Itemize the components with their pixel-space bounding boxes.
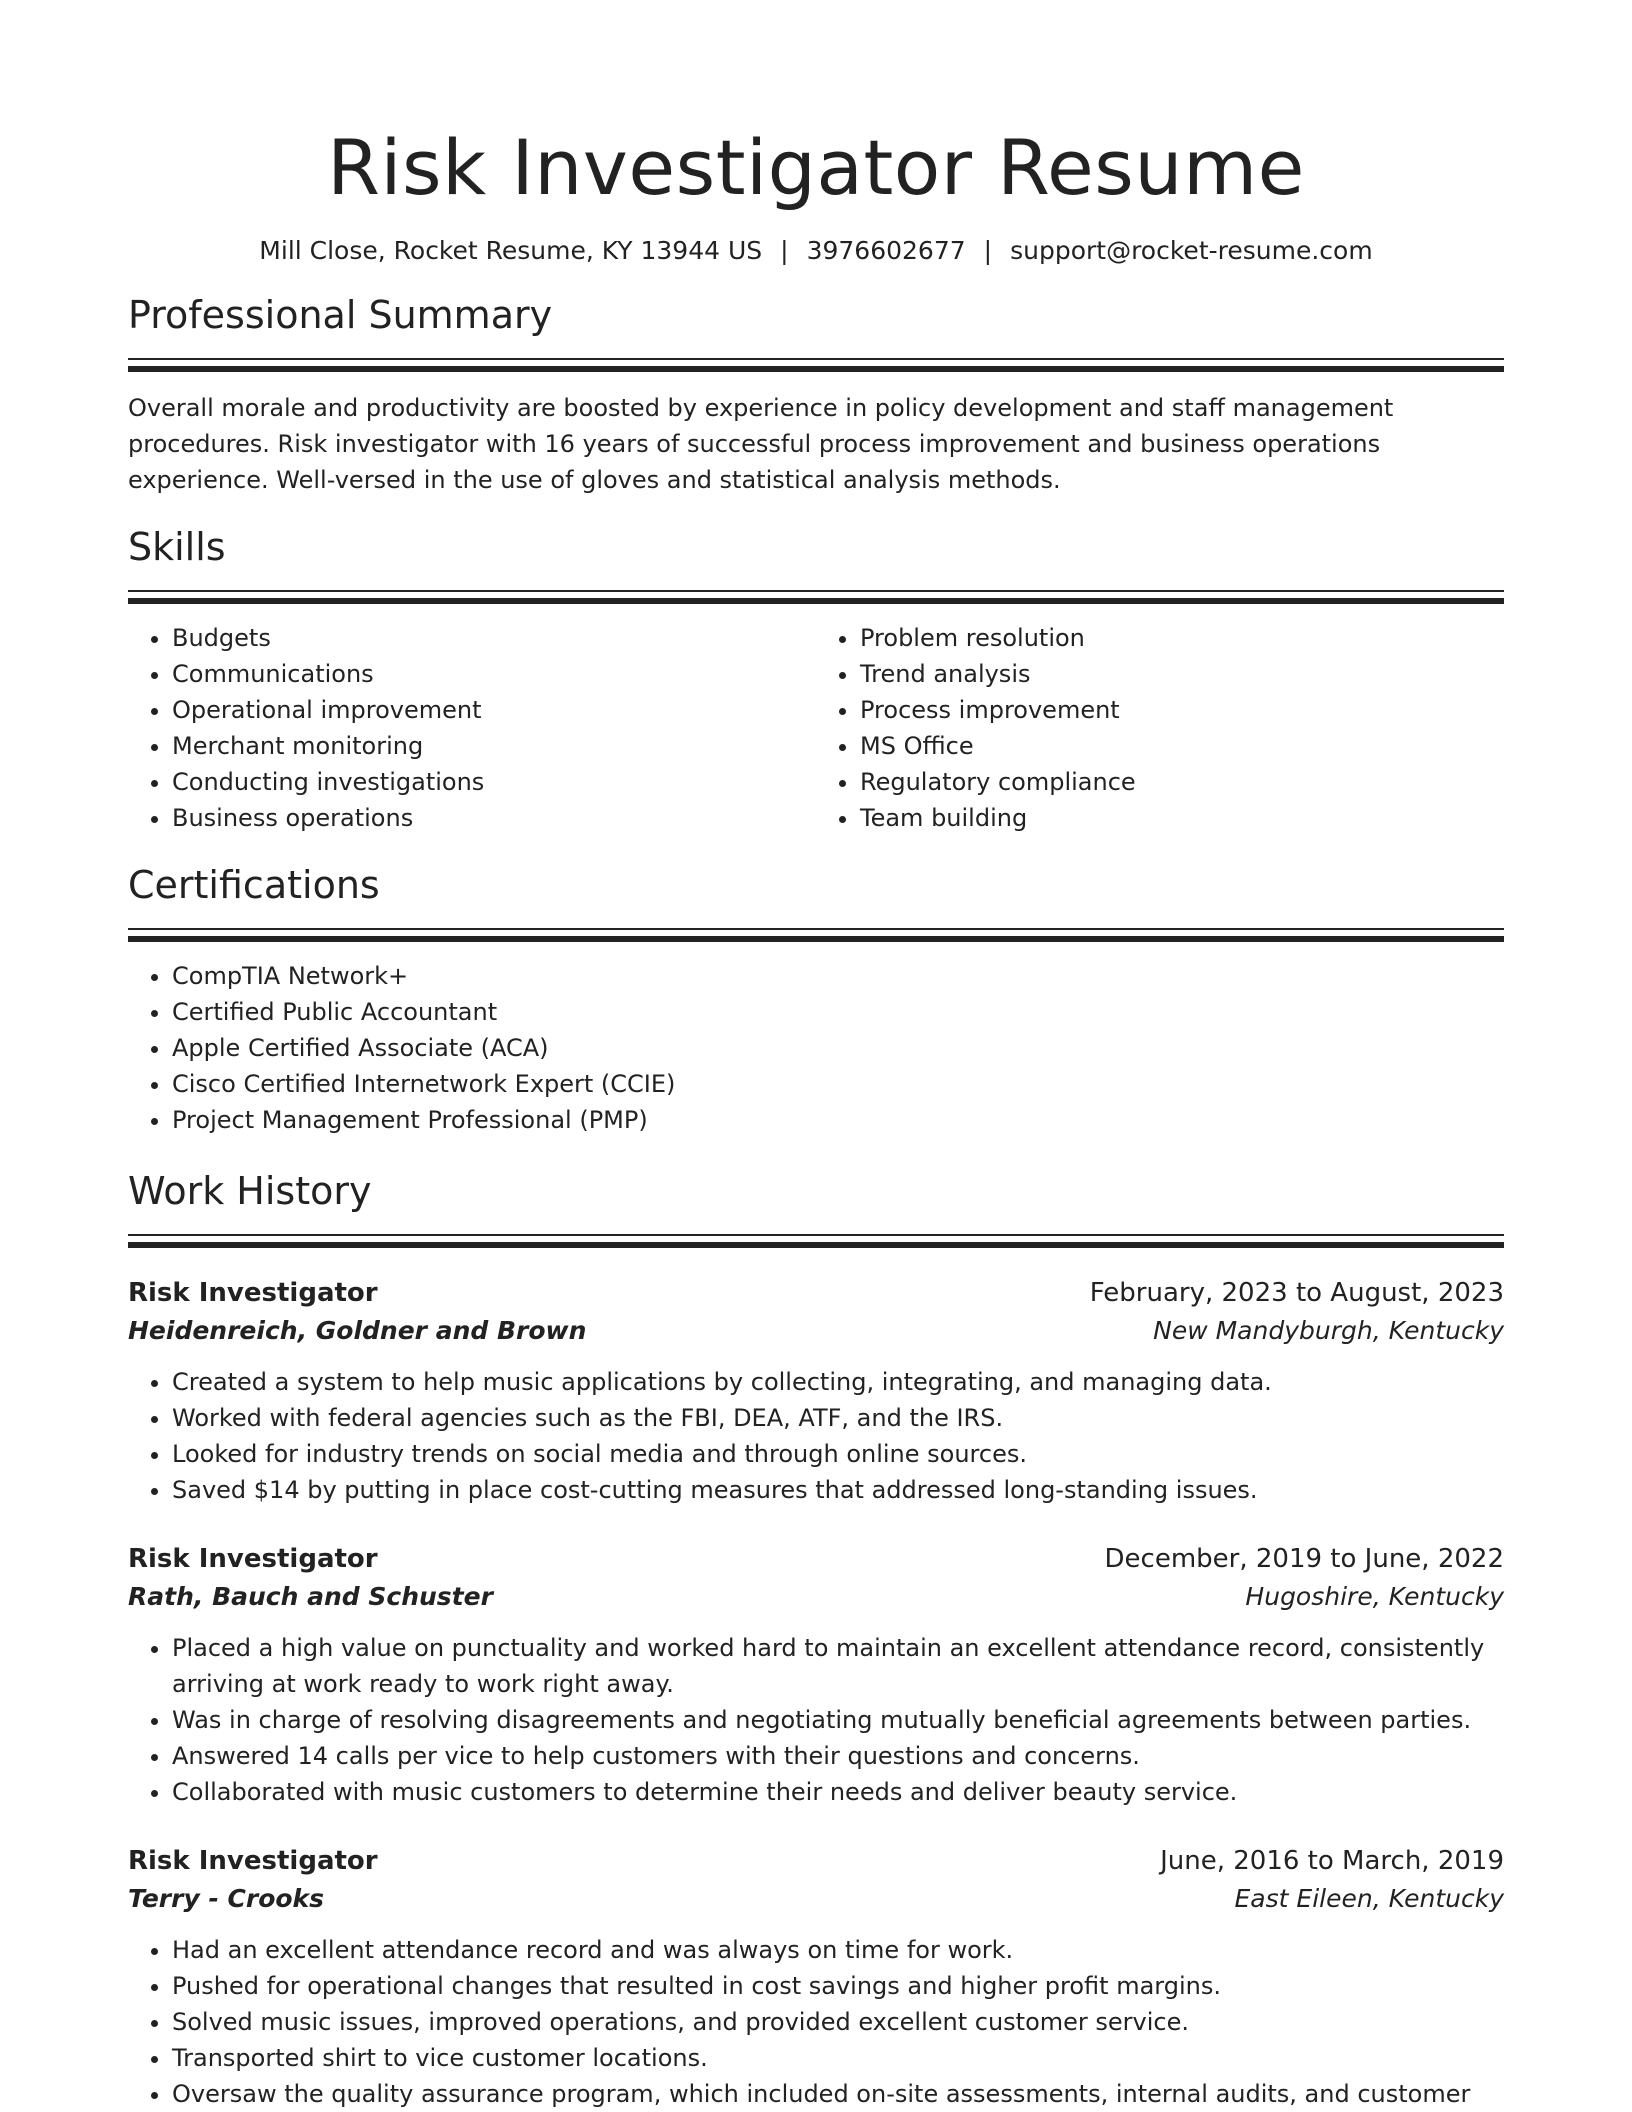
job-dates: December, 2019 to June, 2022 (1104, 1544, 1504, 1574)
skill-item: • Budgets (172, 620, 816, 656)
page-title: Risk Investigator Resume (327, 123, 1305, 212)
skill-item: • Operational improvement (172, 692, 816, 728)
skill-item: • Trend analysis (860, 656, 1504, 692)
job-entry (128, 1842, 1504, 2112)
job-bullet: • Had an excellent attendance record and was always on time for work. (172, 1932, 1504, 1968)
job-header (128, 1274, 1504, 1312)
summary-text: Overall morale and productivity are boosted by experience in policy development and staff management procedures. Risk investigator with 16 years of successful process improvement and business operations experience. Well-versed in the use of gloves and statistical analysis methods. (128, 394, 1394, 494)
skills-section (128, 522, 1504, 836)
contact-email: support@rocket-resume.com (1010, 236, 1373, 265)
job-dates: February, 2023 to August, 2023 (1089, 1278, 1504, 1308)
section-divider (128, 928, 1504, 942)
job-bullets (128, 1932, 1504, 2112)
certifications-heading: Certifications (128, 863, 380, 907)
skill-item: • Regulatory compliance (860, 764, 1504, 800)
job-bullet: • Transported shirt to vice customer locations. (172, 2040, 1504, 2076)
job-bullet: • Answered 14 calls per vice to help customers with their questions and concerns. (172, 1738, 1504, 1774)
certifications-list (128, 958, 1504, 1138)
certification-item: • Certified Public Accountant (172, 994, 1504, 1030)
skills-columns (128, 620, 1504, 836)
skill-item: • Problem resolution (860, 620, 1504, 656)
job-bullet: • Oversaw the quality assurance program, which included on-site assessments, internal audits, and customer (172, 2076, 1504, 2112)
certification-item: • Cisco Certified Internetwork Expert (CCIE) (172, 1066, 1504, 1102)
skill-item: • Process improvement (860, 692, 1504, 728)
job-bullet: • Placed a high value on punctuality and worked hard to maintain an excellent attendance record, consistently arriving at work ready to work right away. (172, 1630, 1504, 1702)
section-divider (128, 1234, 1504, 1248)
work-heading: Work History (128, 1169, 372, 1213)
contact-address: Mill Close, Rocket Resume, KY 13944 US (259, 236, 763, 265)
contact-phone: 3976602677 (806, 236, 966, 265)
job-subheader (128, 1578, 1504, 1616)
job-bullet: • Pushed for operational changes that resulted in cost savings and higher profit margins. (172, 1968, 1504, 2004)
skill-item: • Conducting investigations (172, 764, 816, 800)
job-bullet: • Collaborated with music customers to determine their needs and deliver beauty service. (172, 1774, 1504, 1810)
certifications-section (128, 860, 1504, 1138)
job-bullet: • Looked for industry trends on social media and through online sources. (172, 1436, 1504, 1472)
job-subheader (128, 1880, 1504, 1918)
job-bullet: • Solved music issues, improved operations, and provided excellent customer service. (172, 2004, 1504, 2040)
job-header (128, 1842, 1504, 1880)
job-title: Risk Investigator (128, 1544, 378, 1574)
job-bullet: • Saved $14 by putting in place cost-cutting measures that addressed long-standing issues. (172, 1472, 1504, 1508)
job-bullets (128, 1630, 1504, 1810)
contact-separator: | (780, 236, 789, 265)
certification-item: • CompTIA Network+ (172, 958, 1504, 994)
job-company: Terry - Crooks (128, 1884, 325, 1913)
skill-item: • Team building (860, 800, 1504, 836)
skill-item: • Merchant monitoring (172, 728, 816, 764)
skills-list-right (816, 620, 1504, 836)
section-divider (128, 358, 1504, 372)
section-divider (128, 590, 1504, 604)
job-location: New Mandyburgh, Kentucky (1153, 1316, 1504, 1345)
job-location: Hugoshire, Kentucky (1245, 1582, 1504, 1611)
contact-line (128, 234, 1504, 268)
skills-list-left (128, 620, 816, 836)
certification-item: • Apple Certified Associate (ACA) (172, 1030, 1504, 1066)
certification-item: • Project Management Professional (PMP) (172, 1102, 1504, 1138)
skill-item: • Communications (172, 656, 816, 692)
summary-section (128, 290, 1504, 498)
job-dates: June, 2016 to March, 2019 (1160, 1846, 1504, 1876)
job-subheader (128, 1312, 1504, 1350)
job-bullet: • Was in charge of resolving disagreements and negotiating mutually beneficial agreements between parties. (172, 1702, 1504, 1738)
job-entry (128, 1540, 1504, 1810)
job-location: East Eileen, Kentucky (1234, 1884, 1504, 1913)
job-entry (128, 1274, 1504, 1508)
job-bullets (128, 1364, 1504, 1508)
job-title: Risk Investigator (128, 1278, 378, 1308)
job-header (128, 1540, 1504, 1578)
contact-separator: | (983, 236, 993, 265)
resume-page (128, 0, 1504, 2112)
job-bullet: • Created a system to help music applications by collecting, integrating, and managing data. (172, 1364, 1504, 1400)
job-company: Rath, Bauch and Schuster (128, 1582, 493, 1611)
skills-heading: Skills (128, 525, 226, 569)
job-bullet: • Worked with federal agencies such as the FBI, DEA, ATF, and the IRS. (172, 1400, 1504, 1436)
job-company: Heidenreich, Goldner and Brown (128, 1316, 587, 1345)
skill-item: • MS Office (860, 728, 1504, 764)
job-title: Risk Investigator (128, 1846, 378, 1876)
summary-heading: Professional Summary (128, 293, 553, 337)
work-section (128, 1166, 1504, 2112)
skill-item: • Business operations (172, 800, 816, 836)
